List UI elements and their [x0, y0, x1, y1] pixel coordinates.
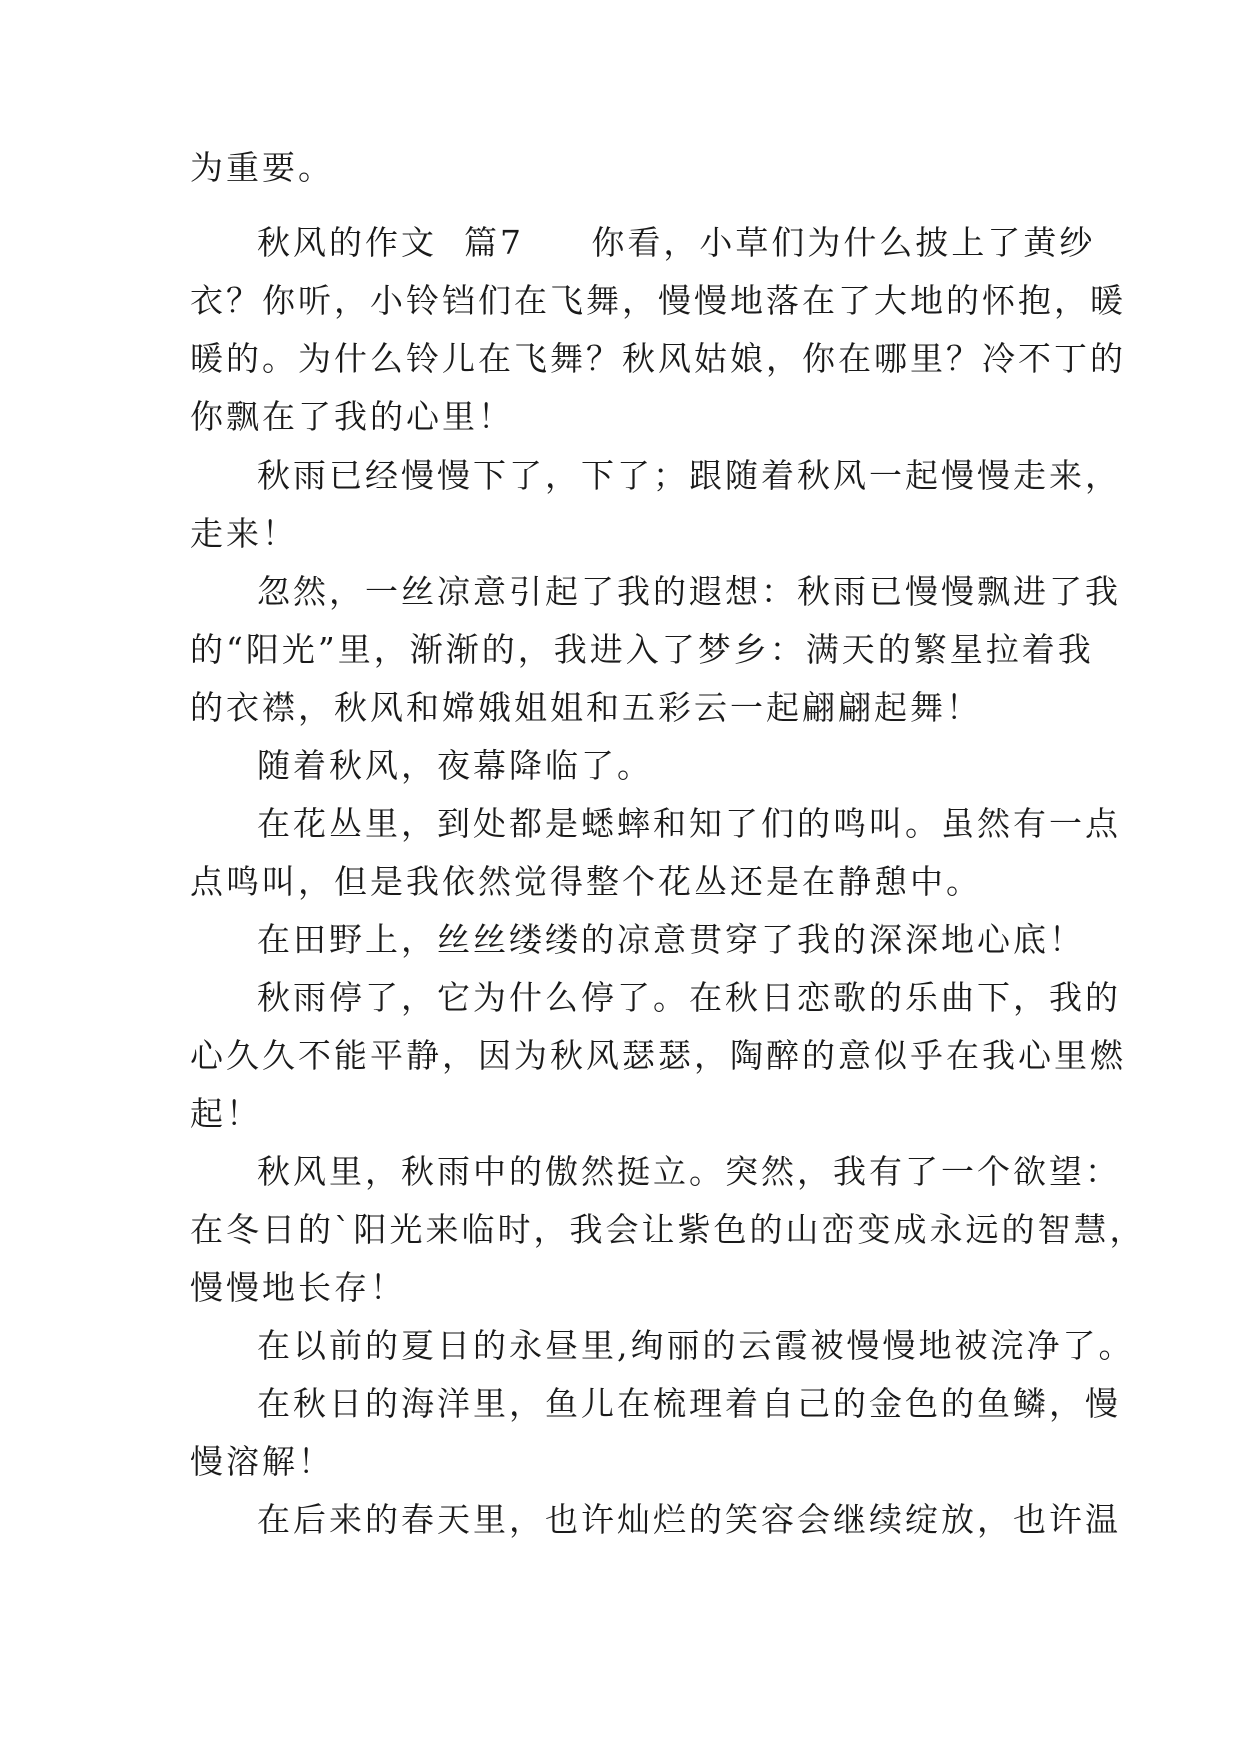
text-line: 在以前的夏日的永昼里,绚丽的云霞被慢慢地被浣净了。: [257, 1326, 1135, 1365]
text-line: 你飘在了我的心里！: [190, 397, 514, 436]
text-line: 忽然，一丝凉意引起了我的遐想：秋雨已慢慢飘进了我: [257, 572, 1121, 611]
text-line: 在田野上，丝丝缕缕的凉意贯穿了我的深深地心底！: [257, 920, 1085, 959]
text-line: 暖的。为什么铃儿在飞舞？秋风姑娘，你在哪里？冷不丁的: [190, 339, 1126, 378]
text-line: 在花丛里，到处都是蟋蟀和知了们的鸣叫。虽然有一点: [257, 804, 1121, 843]
text-line: 的“阳光”里，渐渐的，我进入了梦乡：满天的繁星拉着我: [190, 630, 1094, 669]
text-line: 在冬日的`阳光来临时，我会让紫色的山峦变成永远的智慧，: [190, 1210, 1146, 1249]
text-line: 在秋日的海洋里，鱼儿在梳理着自己的金色的鱼鳞，慢: [257, 1384, 1121, 1423]
text-line: 为重要。: [190, 148, 334, 187]
text-line: 随着秋风，夜幕降临了。: [257, 746, 653, 785]
text-line: 衣？你听，小铃铛们在飞舞，慢慢地落在了大地的怀抱，暖: [190, 281, 1126, 320]
text-line: 秋风的作文 篇7 你看，小草们为什么披上了黄纱: [257, 223, 1096, 262]
text-line: 在后来的春天里，也许灿烂的笑容会继续绽放，也许温: [257, 1500, 1121, 1539]
text-line: 的衣襟，秋风和嫦娥姐姐和五彩云一起翩翩起舞！: [190, 688, 982, 727]
text-line: 慢溶解！: [190, 1442, 334, 1481]
text-line: 秋风里，秋雨中的傲然挺立。突然，我有了一个欲望：: [257, 1152, 1121, 1191]
text-line: 慢慢地长存！: [190, 1268, 406, 1307]
text-line: 秋雨停了，它为什么停了。在秋日恋歌的乐曲下，我的: [257, 978, 1121, 1017]
text-line: 点鸣叫，但是我依然觉得整个花丛还是在静憩中。: [190, 862, 982, 901]
text-line: 秋雨已经慢慢下了，下了；跟随着秋风一起慢慢走来，: [257, 456, 1121, 495]
text-line: 起！: [190, 1094, 262, 1133]
text-line: 走来！: [190, 514, 298, 553]
text-line: 心久久不能平静，因为秋风瑟瑟，陶醉的意似乎在我心里燃: [190, 1036, 1126, 1075]
